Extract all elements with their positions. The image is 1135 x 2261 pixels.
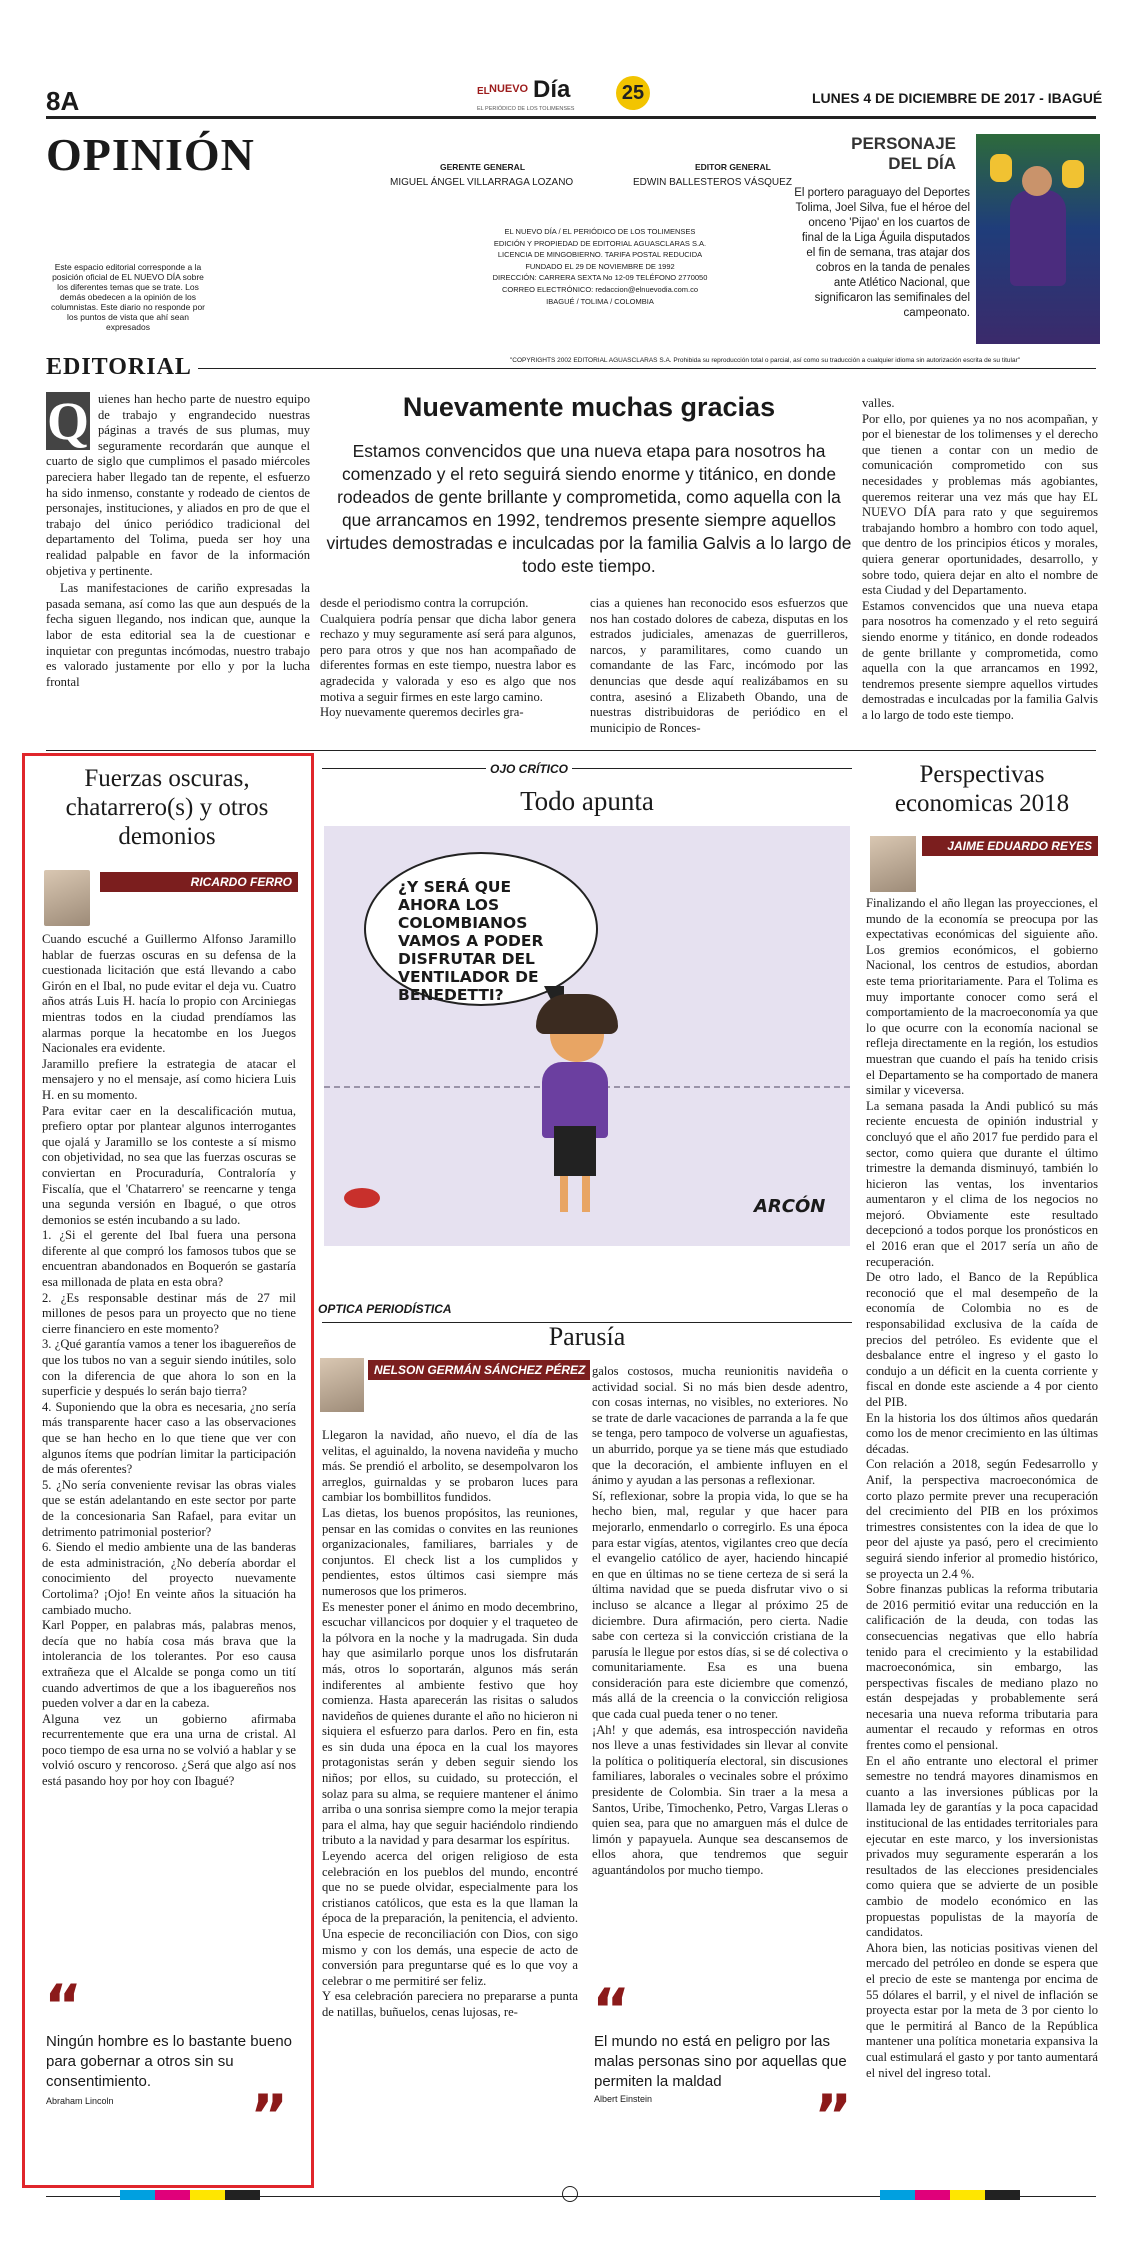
cartoon-signature: ARCÓN (754, 1196, 826, 1217)
perspectivas-author-photo (870, 836, 916, 892)
left-headline: Fuerzas oscuras, chatarrero(s) y otros demonios (65, 765, 269, 850)
manager-name: MIGUEL ÁNGEL VILLARRAGA LOZANO (390, 177, 574, 188)
color-bar (880, 2190, 1020, 2200)
editorial-col2: desde el periodismo contra la corrupción. Cualquiera podría pensar que dicha labor genera rechazo y muy seguramente así será para algunos, pero para otros y que nos han acompañado de diferentes formas en este tiempo, nuestra labor es agradecida y valorada y eso es algo que nos motiva a seguir firmes en este largo camino. Hoy nuevamente queremos decirles gra- (320, 596, 576, 720)
perspectivas-headline: Perspectivas economicas 2018 (894, 761, 1070, 817)
brand-nuevo: NUEVO (489, 83, 529, 95)
editorial-paragraph: uienes han hecho parte de nuestro equipo de trabajo y engrandecido nuestras páginas a través de sus plumas, muy seguramente recordarán que aunque el cuarto de siglo que cumplimos el pasado miércoles pareciera haber llegado tan de repente, el esfuerzo ha sido inmenso, constante y rodeado de cientos de personajes, instituciones, y aliados en pro de que el trabajo del único periódico tradicional del departamento del Tolima, pueda ser hoy una realidad palpable en favor de la información objetiva y pertinente. (46, 392, 310, 578)
left-quote-author: Abraham Lincoln (46, 2096, 114, 2106)
imprint-block (440, 226, 760, 307)
woman-hair (536, 994, 618, 1034)
anniversary-badge: 25 (616, 76, 650, 110)
section-title: OPINIÓN (46, 129, 255, 180)
editor-name: EDWIN BALLESTEROS VÁSQUEZ (633, 177, 792, 188)
goalkeeper-glove (1062, 160, 1084, 188)
personaje-photo (976, 134, 1100, 344)
close-quote-icon: ” (250, 2082, 289, 2150)
parusia-author: NELSON GERMÁN SÁNCHEZ PÉREZ (368, 1360, 590, 1380)
goalkeeper-glove (990, 154, 1012, 182)
imprint-line: LICENCIA DE MINGOBIERNO. TARIFA POSTAL REDUCIDA (497, 250, 703, 260)
manager-title: GERENTE GENERAL (440, 162, 526, 172)
editorial-bottom-rule (46, 750, 1096, 751)
woman-leg (582, 1176, 590, 1212)
color-bar (120, 2190, 260, 2200)
imprint-line: EL NUEVO DÍA / EL PERIÓDICO DE LOS TOLIMENSES (504, 227, 696, 236)
woman-skirt (554, 1126, 596, 1176)
dropcap-space (46, 392, 98, 452)
editorial-col1 (46, 392, 310, 742)
brand-dia: Día (533, 76, 571, 103)
editor-title: EDITOR GENERAL (695, 162, 771, 172)
perspectivas-author: JAIME EDUARDO REYES (922, 836, 1098, 856)
cartoon-rule (322, 768, 852, 769)
left-quote: Ningún hombre es lo bastante bueno para gobernar a otros sin su consentimiento. (46, 2033, 293, 2090)
imprint-line: IBAGUÉ / TOLIMA / COLOMBIA (546, 296, 654, 306)
cartoon-title: Todo apunta (520, 786, 654, 816)
personaje-title-line: PERSONAJE (851, 134, 956, 153)
goalkeeper-head (1022, 166, 1052, 196)
copyright-rule (46, 368, 1096, 369)
woman-leg (560, 1176, 568, 1212)
parusia-quote: El mundo no está en peligro por las malas personas sino por aquellas que permiten la maldad (594, 2033, 847, 2090)
cartoon-tag: OJO CRÍTICO (486, 762, 572, 776)
cartoon-panel (324, 826, 850, 1246)
close-quote-icon: ” (814, 2082, 853, 2150)
editorial-headline: Nuevamente muchas gracias (402, 392, 776, 422)
goalkeeper-body (1010, 190, 1066, 286)
editorial-col3: cias a quienes han reconocido esos esfuerzos que nos han costado dolores de cabeza, disputas en los estrados judiciales, amenazas de guerrilleros, narcos, y paramilitares, como cuando un comandante de las Farc, incómodo por las denuncias que desde aquí realizábamos en su contra, asesinó a Elizabeth Obando, una de nuestras distribuidoras de periódico en el municipio de Ronces- (590, 596, 848, 735)
editorial-dropcap: Q (46, 391, 89, 451)
personaje-title-line: DEL DÍA (888, 154, 956, 173)
header-rule (46, 116, 1096, 119)
parusia-tag: OPTICA PERIODÍSTICA (318, 1302, 452, 1316)
editorial-lead: Estamos convencidos que una nueva etapa para nosotros ha comenzado y el reto seguirá siendo enorme y titánico, en donde rodeados de gente brillante y comprometida, como aquella con la que arrancamos en 1992, tendremos presente siempre aquellos virtudes demostradas e inculcadas por la familia Galvis a lo largo de todo este tiempo. (326, 441, 852, 576)
parusia-col2: galos costosos, mucha reunionitis navideña o actividad social. Si no más bien desde adentro, con cosas internas, no visibles, no exteriores. No se trate de darle vacaciones de parranda a la fe que se tenga, pero tampoco de volverse un aguafiestas, un aburrido, porque ya se tiene más que estudiado que la decoración, el ambiente influyen en el ánimo y ayudan a las personas a reflexionar. Sí, reflexionar, sobre la propia vida, lo que se ha hecho bien, mal, regular y que hacer para mejorarlo, enmendarlo o corregirlo. Es una época para estar vigías, atentos, vigilantes creo que decía el evangelio católico de ayer, haciendo hincapié en que en últimas no se tiene certeza de si será la última navidad que se pueda disfrutar vivo o si incluso se alcance a llegar al próximo 25 de diciembre. Dura afirmación, pero cierta. Nadie sabe con certeza si la convicción cristiana de la parusía le llegue por estos días, si se dé colectiva o comunitariamente. Esa es una buena consideración para este diciembre que comenzó, más allá de la creencia o la convicción religiosa que cada cual pueda tener o no tener. ¡Ah! y que además, esa introspección navideña nos lleve a unas festividades sin llevar al convite la política o politiquería electoral, sin discusiones familiares, laborales o vecinales sobre el próximo presidente de Colombia. Sin traer a la mesa a Santos, Uribe, Timochenko, Petro, Vargas Lleras o quien sea, para que no amarguen más el dulce de limón y papayuela. Aunque sea descansemos de ellos ahora, que tendremos que seguir aguantándolos por mucho tiempo. (592, 1364, 848, 1877)
imprint-line: FUNDADO EL 29 DE NOVIEMBRE DE 1992 (525, 261, 675, 271)
brand-tagline: EL PERIÓDICO DE LOS TOLIMENSES (477, 106, 575, 112)
open-quote-icon: “ (44, 1972, 83, 2040)
parusia-col1: Llegaron la navidad, año nuevo, el día de las velitas, el aguinaldo, la novena navideña y mucho más. Se prendió el arbolito, se desempolvaron los arreglos, guirnaldas y se probaron luces para cambiar los bombillitos fundidos. Las dietas, los buenos propósitos, las reuniones, pensar en las comidas o convites en las reuniones organizacionales, familiares, barriales y de conjuntos. El check list a los cumplidos y pendientes, estos últimos casi siempre más numerosos que los primeros. Es menester poner el ánimo en modo decembrino, escuchar villancicos por doquier y el traqueteo de la pólvora en la noche y la madrugada. Sin duda hay que asimilarlo porque unos los disfrutarán más, otros lo soportarán, algunos más serán indiferentes al ambiente festivo que hoy comienza. Hasta aparecerán las risitas o saludos navideños de quienes durante el año no hicieron ni siquiera el esfuerzo para darlos. Pero en fin, esta es sin duda una época en la cual los mayores protagonistas serán y deben seguir siendo los niños; por ellos, su cuidado, su protección, el solaz para su alma, se requiere mantener el ánimo arriba o una sonrisa siempre como la mejor terapia para el alma, hay que seguir haciéndolo rindiendo tributo a la navidad y para desarmar los espíritus. Leyendo acerca del origen religioso de esta celebración en los pueblos del mundo, encontré que no se puede olvidar, especialmente para los cristianos católicos, que esta es la que llaman la época de la preparación, la penitencia, el adviento. Una especie de reconciliación con Dios, con sigo mismo y con los demás, una especie de acto de conversión para preguntarse qué es lo que voy a celebrar o me permitiré ser feliz. Y esa celebración pareciera no prepararse a punta de natillas, buñuelos, cenas lujosas, re- (322, 1428, 578, 2019)
bird-icon (344, 1188, 380, 1208)
parusia-author-photo (320, 1358, 364, 1412)
page-number: 8A (46, 86, 80, 116)
left-author-photo (44, 870, 90, 926)
editorial-paragraph: Las manifestaciones de cariño expresadas la pasada semana, así como las que aun después de la fecha siguen llegando, nos indican que, aunque la labor de esta editorial sea la de cuestionar e inquietar con preguntas incómodas, nuestro trabajo es valorado justamente por ello y por la lucha frontal (46, 581, 310, 689)
perspectivas-body: Finalizando el año llegan las proyecciones, el mundo de la economía se preocupa por las expectativas económicas del siguiente año. Los gremios económicos, el gobierno Nacional, los centros de estudios, abordan este tema prioritariamente. Para el Tolima es muy importante conocer como será el comportamiento de la macroeconomía ya que lo que ocurre con la economía nacional se refleja directamente en la región, los estudios muestran que cuando el país ha tenido crisis el Departamento se ha comportado de manera similar y viceversa. La semana pasada la Andi publicó su más reciente encuesta de opinión industrial y concluyó que el año 2017 fue perdido para el sector, como quiera que durante el último trimestre la demanda disminuyó, también lo hicieron las ventas, los inventarios aumentaron y el clima de los negocios no mejoró. Obviamente este resultado decepcionó a todos porque los pronósticos en el 2016 eran que el 2017 sería un año de recuperación. De otro lado, el Banco de la República reconoció que el mal desempeño de la economía de Colombia no es de responsabilidad exclusiva de la caída de precios del petróleo. Es evidente que el desbalance entre el ingreso y el gasto lo condujo a un déficit en la cuenta corriente y fiscal en donde este asciende a 4 por ciento del PIB. En la historia los dos últimos años quedarán como los de menor crecimiento en las últimas décadas. Con relación a 2018, según Fedesarrollo y Anif, la perspectiva macroeconómica de corto plazo permite prever una recuperación del crecimiento del PIB en los próximos trimestres consistentes con la idea de que lo peor del ajuste ya pasó, pero el crecimiento seguirá siendo inferior al promedio histórico, se proyecta un 2.4 %. Sobre finanzas publicas la reforma tributaria de 2016 permitió evitar una reducción en la calificación de la deuda, con todas las consecuencias negativas que ello habría tenido para el crecimiento y la estabilidad macroeconómica, sin embargo, las perspectivas fiscales de mediano plazo no están despejadas y probablemente será necesaria una nueva reforma tributaria para aumentar el recaudo y reformas en otros frentes como el pensional. En el año entrante uno electoral el primer semestre no tendrá mayores dinamismos en cuanto a las inversiones públicas por la llamada ley de garantías y la poca capacidad institucional de las entidades territoriales para ejecutar en este marco, y los inversionistas privados muy seguramente esperarán a los resultados de las elecciones presidenciales como quiera que se advierte de un posible cambio de modelo económico en las propuestas populistas de la mayoría de candidatos. Ahora bien, las noticias positivas vienen del mercado del petróleo en donde se espera que el precio de este se mantenga por encima de 55 dólares el barril, y el nivel de inflación se proyecta estar por la meta de 3 por ciento lo que le permitirá al Banco de la República mantener una política monetaria expansiva la cual estimulará el gasto y por tanto aumentará el nivel del ingreso total. (866, 896, 1098, 2080)
speech-text: ¿Y SERÁ QUE AHORA LOS COLOMBIANOS VAMOS A PODER DISFRUTAR DEL VENTILADOR DE BENEDETTI? (398, 878, 544, 1004)
personaje-title (842, 134, 956, 174)
left-author: RICARDO FERRO (100, 872, 298, 892)
brand-el: EL (477, 86, 490, 97)
parusia-quote-author: Albert Einstein (594, 2094, 653, 2104)
personaje-text: El portero paraguayo del Deportes Tolima, Joel Silva, fue el héroe del onceno 'Pijao' en los cuartos de final de la Liga Águila disputados el fin de semana, tras atajar dos cobros en la tanda de penales ante Atlético Nacional, que significaron las semifinales del campeonato. (794, 187, 970, 319)
left-body: Cuando escuché a Guillermo Alfonso Jaramillo hablar de fuerzas oscuras en su defensa de la cuestionada licitación que está llevando a cabo Girón en el Ibal, no pude evitar el deja vu. Cuatro años atrás Luis H. hacía lo propio con Arciniegas mientras todos en la ciudad prendíamos las alarmas porque la hecatombe en los Juegos Nacionales era evidente. Jaramillo prefiere la estrategia de atacar el mensajero y no el mensaje, así como hiciera Luis H. en su momento. Para evitar caer en la descalificación mutua, prefiero optar por plantear algunos interrogantes que ojalá y Jaramillo se los conteste a sí mismo con objetividad, no sea que las fuerzas oscuras se conviertan en Procuraduría, Contraloría y Fiscalía, que el 'Chatarrero' se reencarne y tenga una segunda versión en Ibagué, o que otros demonios se estén incubando a su lado. 1. ¿Si el gerente del Ibal fuera una persona diferente al que compró los famosos tubos que se encuentran abandonados en Boquerón se gastaría esa millonada de plata en esta obra? 2. ¿Es responsable destinar más de 27 mil millones de pesos para un proyecto que no tiene cierre financiero en este momento? 3. ¿Qué garantía vamos a tener los ibaguereños de que los tubos no van a seguir siendo inútiles, solo con la diferencia de que ahora lo son en la superficie y después lo serán bajo tierra? 4. Suponiendo que la obra es necesaria, ¿no sería más transparente hacer caso a las observaciones que se han hecho en lo que tiene que ver con algunos ítems que podrían limitar la participación de más oferentes? 5. ¿No sería conveniente revisar las obras viales que se están adelantando en este sector por parte de la concesionaria San Rafael, para evitar un detrimento patrimonial posterior? 6. Siendo el medio ambiente una de las banderas de esta administración, ¿No debería abordar el conocimiento del proyecto nuevamente Cortolima? ¡Ojo! En veinte años la situación ha cambiado mucho. Karl Popper, en palabras más, palabras menos, decía que no había cosa más brava que la intolerancia de los tolerantes. Por eso causa extrañeza que el Alcalde se ponga como un tití cuando advertimos de que a los ibaguereños nos pueden volver a dar en la cabeza. Alguna vez un gobierno afirmaba recurrentemente que era una urna de cristal. Al poco tiempo de esa urna no se volvió a hablar y se volvió oscuro y rencoroso. ¿Será que algo así nos está pasando hoy por hoy con Ibagué? (42, 932, 296, 1789)
copyright-notice: "COPYRIGHTS 2002 EDITORIAL AGUASCLARAS S.A. Prohibida su reproducción total o parcial, así como su traducción a cualquier idioma sin autorización escrita de su titular" (510, 357, 1021, 364)
editorial-col4: valles. Por ello, por quienes ya no nos acompañan, y por el bienestar de los tolimenses y el derecho que tienen a contar con un medio de comunicación comprometido con sus necesidades y problemas más agobiantes, queremos reiterar una vez más que hay EL NUEVO DÍA para rato y que seguiremos trabajando hombro a hombro con todo aquel, que dentro de los principios éticos y morales, quiera generar oportunidades, desarrollo, y sobre todo, quiera dejar en alto el nombre de esta Ciudad y del Departamento. Estamos convencidos que una nueva etapa para nosotros ha comenzado y el reto seguirá siendo enorme y titánico, en donde rodeados de gente brillante y comprometida, como aquella con la que arrancamos en 1992, tendremos presente siempre aquellos virtudes demostradas e inculcadas por la familia Galvis a lo largo de todo este tiempo. (862, 396, 1098, 722)
editorial-tag: EDITORIAL (46, 354, 198, 381)
imprint-line: EDICIÓN Y PROPIEDAD DE EDITORIAL AGUASCLARAS S.A. (493, 238, 707, 248)
open-quote-icon: “ (592, 1976, 631, 2044)
date-line: LUNES 4 DE DICIEMBRE DE 2017 - IBAGUÉ (812, 90, 1103, 106)
imprint-line: CORREO ELECTRÓNICO: redaccion@elnuevodia.com.co (501, 284, 698, 294)
imprint-line: DIRECCIÓN: CARRERA SEXTA No 12-09 TELÉFONO 2770050 (492, 273, 708, 283)
parusia-title: Parusía (548, 1322, 626, 1351)
brand-logo (477, 76, 607, 120)
registration-mark-icon (562, 2186, 578, 2202)
editorial-disclaimer: Este espacio editorial corresponde a la posición oficial de EL NUEVO DÍA sobre los diferentes temas que se trate. Los demás obedecen a la opinión de los columnistas. Este diario no responde por los puntos de vista que ahí sean expresados (50, 262, 206, 332)
